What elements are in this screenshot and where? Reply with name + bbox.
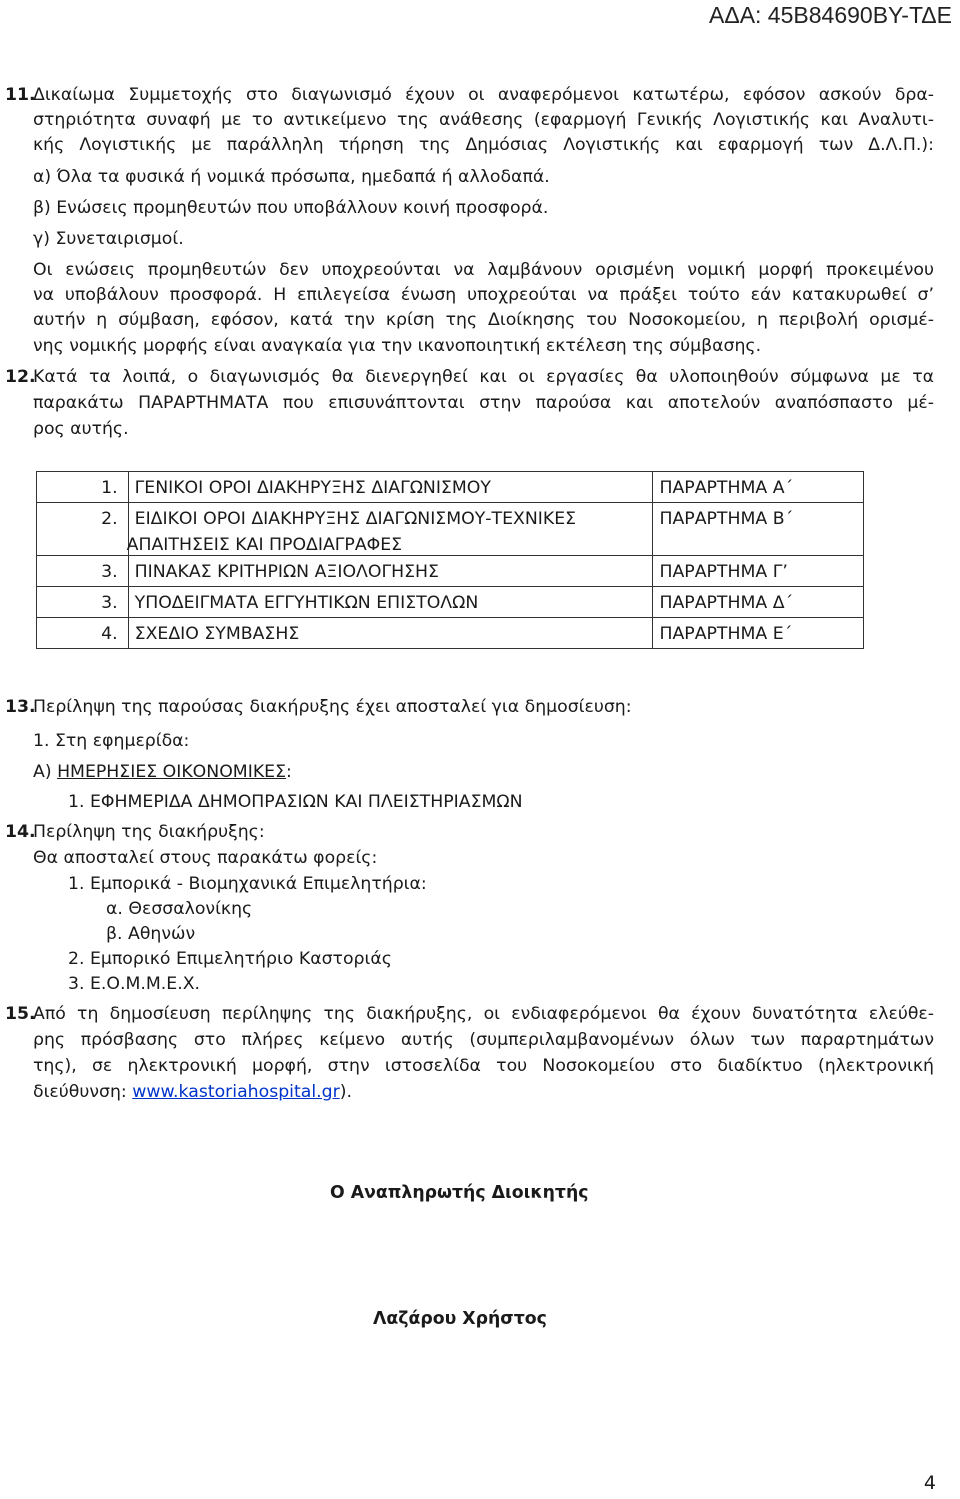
page-number: 4	[923, 1472, 936, 1494]
text-line: παρακάτω ΠΑΡΑΡΤΗΜΑΤΑ που επισυνάπτονται στην παρούσα και αποτελούν αναπόσπαστο μέ-	[33, 393, 934, 413]
annex-label: ΠΑΡΑΡΤΗΜΑ Α΄	[653, 472, 864, 503]
text-line: αυτήν η σύμβαση, εφόσον, κατά την κρίση της Διοίκησης του Νοσοκομείου, η περιβολή ορισμέ-	[33, 310, 934, 330]
annex-label: ΠΑΡΑΡΤΗΜΑ Δ΄	[653, 587, 864, 618]
text-line: Από τη δημοσίευση περίληψης της διακήρυξης, οι ενδιαφερόμενοι θα έχουν δυνατότητα ελεύθε-	[33, 1004, 934, 1024]
list-item: β. Αθηνών	[106, 924, 196, 944]
section-number: 11.	[5, 85, 36, 105]
text-line: να υποβάλουν προσφορά. Η επιλεγείσα ένωση υποχρεούται να πράξει τούτο εάν κατακυρωθεί σ’	[33, 285, 934, 305]
section-number: 15.	[5, 1004, 36, 1024]
text-line: Κατά τα λοιπά, ο διαγωνισμός θα διενεργηθεί και οι εργασίες θα υλοποιηθούν σύμφωνα με τα	[33, 367, 934, 387]
section-number: 12.	[5, 367, 36, 387]
annex-title	[128, 472, 653, 503]
annex-title-line: ΕΙΔΙΚΟΙ ΟΡΟΙ ΔΙΑΚΗΡΥΞΗΣ ΔΙΑΓΩΝΙΣΜΟΥ-ΤΕΧΝΙΚΕΣ	[134, 509, 577, 529]
list-item: γ) Συνεταιρισμοί.	[33, 229, 184, 249]
list-suffix: :	[286, 762, 292, 782]
text-line: Περίληψη της διακήρυξης:	[33, 822, 265, 842]
annex-title-line: ΑΠΑΙΤΗΣΕΙΣ ΚΑΙ ΠΡΟΔΙΑΓΡΑΦΕΣ	[126, 535, 403, 555]
annex-title-line: ΥΠΟΔΕΙΓΜΑΤΑ ΕΓΓΥΗΤΙΚΩΝ ΕΠΙΣΤΟΛΩΝ	[134, 593, 479, 613]
annex-title-line: ΓΕΝΙΚΟΙ ΟΡΟΙ ΔΙΑΚΗΡΥΞΗΣ ΔΙΑΓΩΝΙΣΜΟΥ	[134, 478, 491, 498]
annex-row	[37, 618, 864, 649]
annex-label: ΠΑΡΑΡΤΗΜΑ Γ’	[653, 556, 864, 587]
text-line: στηριότητα συναφή με το αντικείμενο της ανάθεσης (εφαρμογή Γενικής Λογιστικής και Αναλυτι-	[33, 110, 934, 130]
annex-number: 4.	[37, 618, 129, 649]
annex-number: 3.	[37, 587, 129, 618]
annex-title	[128, 587, 653, 618]
text-line: ρης πρόσβασης στο πλήρες κείμενο αυτής (συμπεριλαμβανομένων όλων των παραρτημάτων	[33, 1030, 934, 1050]
annex-row	[37, 587, 864, 618]
annex-title	[128, 556, 653, 587]
list-item: β) Ενώσεις προμηθευτών που υποβάλλουν κοινή προσφορά.	[33, 198, 549, 218]
annex-number: 2.	[37, 503, 129, 556]
website-link[interactable]: www.kastoriahospital.gr	[132, 1082, 340, 1102]
annex-title	[128, 503, 653, 556]
list-item: 1. ΕΦΗΜΕΡΙΔΑ ΔΗΜΟΠΡΑΣΙΩΝ ΚΑΙ ΠΛΕΙΣΤΗΡΙΑΣΜΩΝ	[68, 792, 523, 812]
list-prefix: Α)	[33, 762, 58, 782]
ada-header: ΑΔΑ: 45Β84690ΒΥ-ΤΔΕ	[708, 2, 952, 28]
annex-label: ΠΑΡΑΡΤΗΜΑ Β΄	[653, 503, 864, 556]
annex-title-line: ΣΧΕΔΙΟ ΣΥΜΒΑΣΗΣ	[134, 624, 300, 644]
text-line: Θα αποσταλεί στους παρακάτω φορείς:	[33, 848, 378, 868]
annex-row	[37, 556, 864, 587]
signature-role: Ο Αναπληρωτής Διοικητής	[330, 1183, 589, 1203]
text-line: κής Λογιστικής με παράλληλη τήρηση της Δημόσιας Λογιστικής και εφαρμογή των Δ.Λ.Π.):	[33, 135, 934, 155]
list-item: 2. Εμπορικό Επιμελητήριο Καστοριάς	[68, 949, 392, 969]
list-item: α) Όλα τα φυσικά ή νομικά πρόσωπα, ημεδαπά ή αλλοδαπά.	[33, 167, 550, 187]
list-item: 1. Εμπορικά - Βιομηχανικά Επιμελητήρια:	[68, 874, 427, 894]
signature-name: Λαζάρου Χρήστος	[373, 1309, 547, 1329]
annex-number: 3.	[37, 556, 129, 587]
text-line: ρος αυτής.	[33, 419, 129, 439]
annex-title-line: ΠΙΝΑΚΑΣ ΚΡΙΤΗΡΙΩΝ ΑΞΙΟΛΟΓΗΣΗΣ	[134, 562, 439, 582]
newspaper-name: ΗΜΕΡΗΣΙΕΣ ΟΙΚΟΝΟΜΙΚΕΣ	[57, 762, 286, 782]
list-item: 1. Στη εφημερίδα:	[33, 731, 190, 751]
annex-row	[37, 503, 864, 556]
text-line: Δικαίωμα Συμμετοχής στο διαγωνισμό έχουν οι αναφερόμενοι κατωτέρω, εφόσον ασκούν δρα-	[33, 85, 934, 105]
annex-label: ΠΑΡΑΡΤΗΜΑ Ε΄	[653, 618, 864, 649]
list-item: 3. Ε.Ο.Μ.Μ.Ε.Χ.	[68, 974, 201, 994]
text-line	[33, 1082, 352, 1102]
text-line: Περίληψη της παρούσας διακήρυξης έχει αποσταλεί για δημοσίευση:	[33, 697, 632, 717]
section-number: 13.	[5, 697, 36, 717]
text-line: της), σε ηλεκτρονική μορφή, στην ιστοσελίδα του Νοσοκομείου στο διαδίκτυο (ηλεκτρονική	[33, 1056, 934, 1076]
annex-row	[37, 472, 864, 503]
text-line: νης νομικής μορφής είναι αναγκαία για την ικανοποιητική εκτέλεση της σύμβασης.	[33, 336, 762, 356]
text-suffix: ).	[339, 1082, 352, 1102]
list-item: α. Θεσσαλονίκης	[106, 899, 253, 919]
list-item	[33, 762, 292, 782]
text-prefix: διεύθυνση:	[33, 1082, 133, 1102]
annex-table	[36, 471, 864, 649]
section-number: 14.	[5, 822, 36, 842]
annex-number: 1.	[37, 472, 129, 503]
annex-title	[128, 618, 653, 649]
text-line: Οι ενώσεις προμηθευτών δεν υποχρεούνται να λαμβάνουν ορισμένη νομική μορφή προκειμένου	[33, 260, 934, 280]
